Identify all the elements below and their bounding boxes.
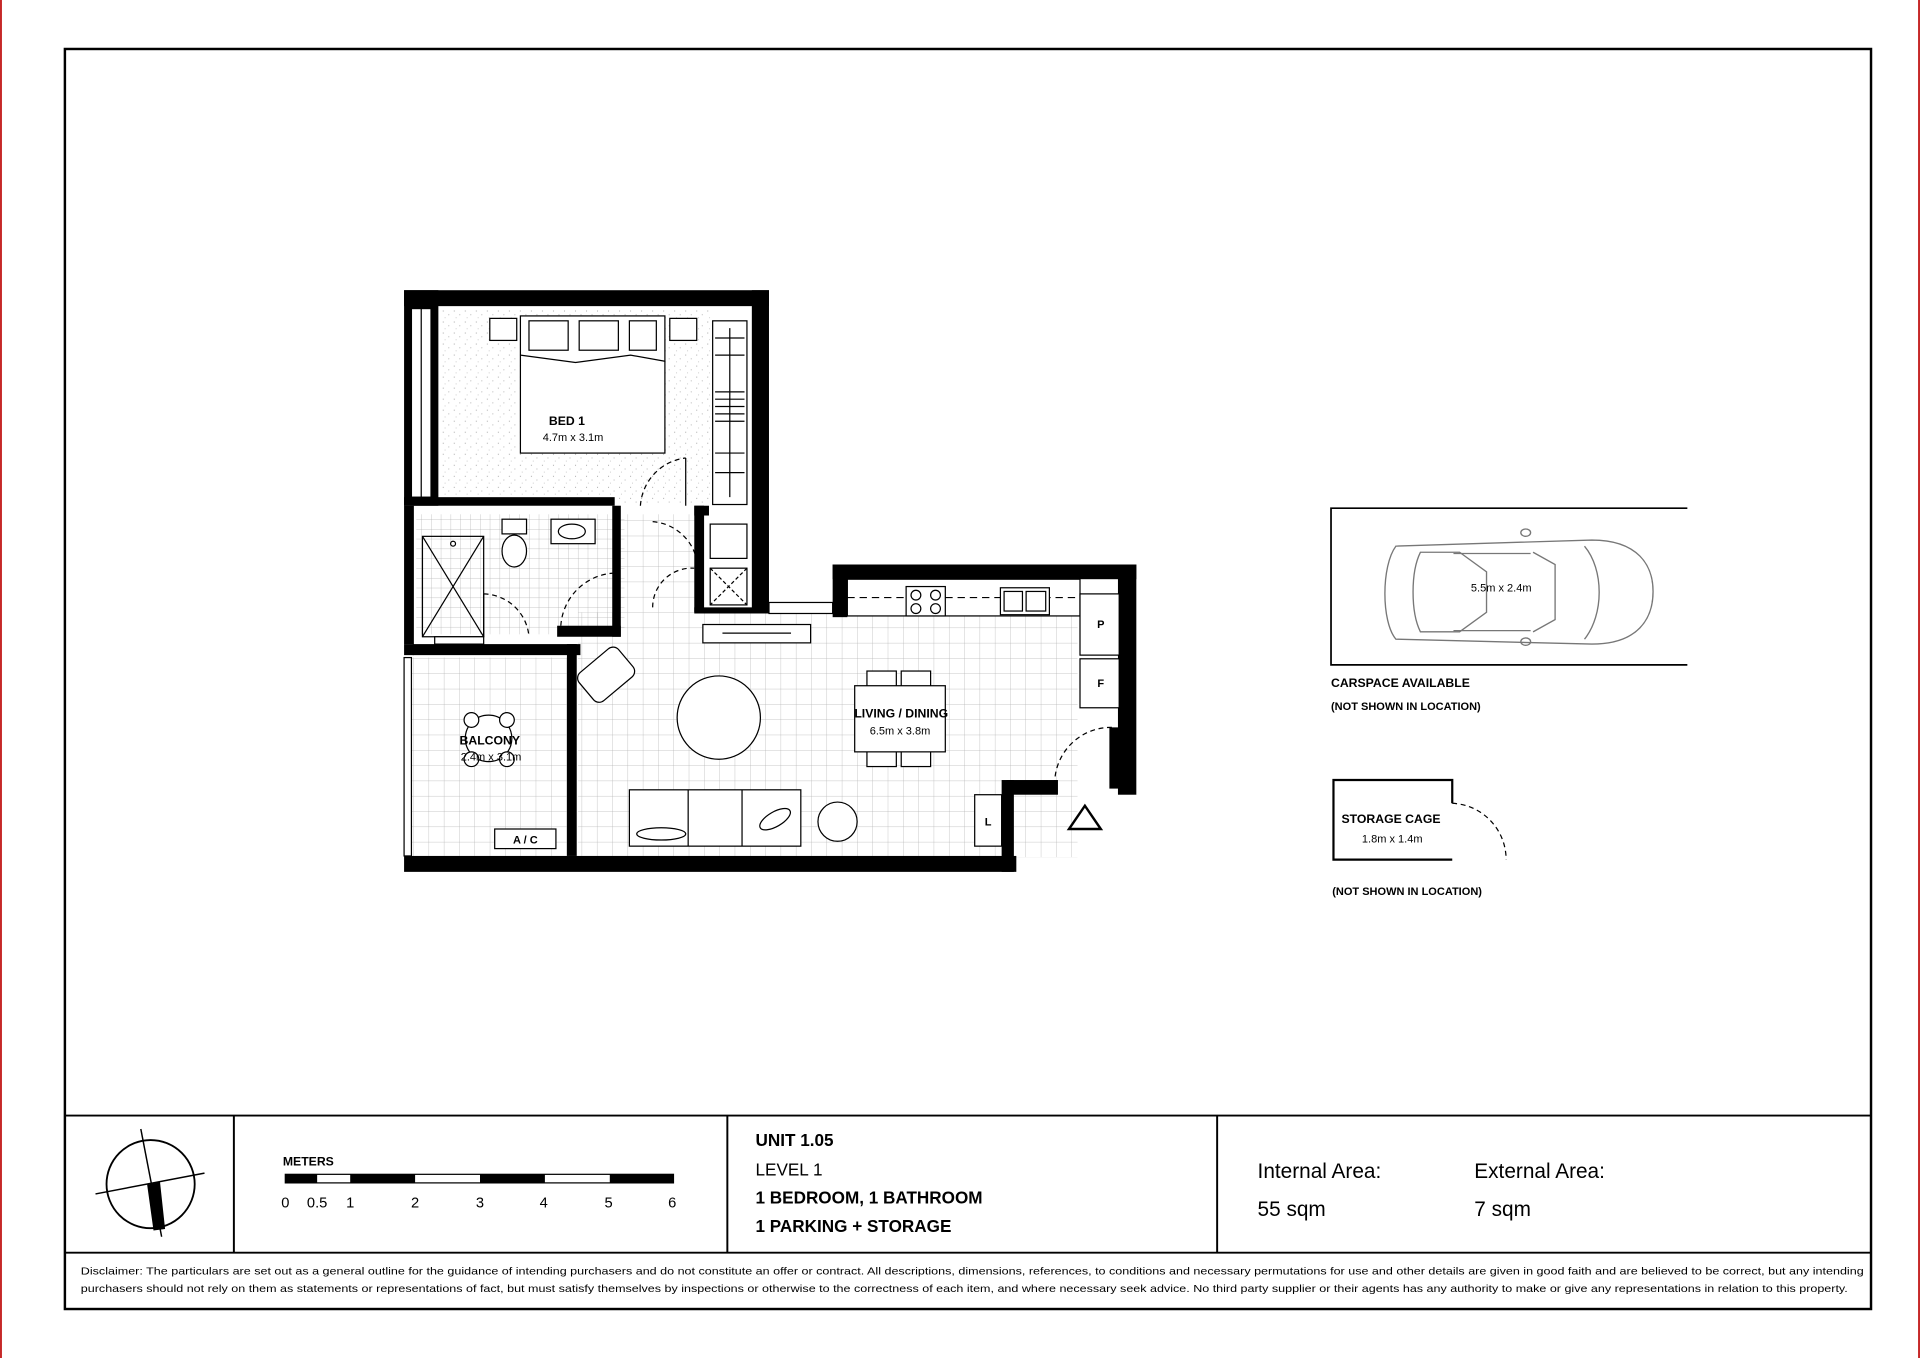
car-size: 5.5m x 2.4m bbox=[1470, 582, 1532, 595]
unit-level: LEVEL 1 bbox=[755, 1159, 823, 1180]
carspace bbox=[1331, 508, 1687, 713]
internal-area-value: 55 sqm bbox=[1257, 1197, 1326, 1221]
scale-bar bbox=[281, 1155, 676, 1212]
room-size-balcony: 2.4m x 3.1m bbox=[460, 751, 522, 764]
aircon-label: A / C bbox=[512, 834, 538, 847]
room-name-bed1: BED 1 bbox=[548, 413, 585, 428]
room-name-balcony: BALCONY bbox=[459, 733, 521, 748]
room-size-living: 6.5m x 3.8m bbox=[869, 725, 931, 738]
storage-note: (NOT SHOWN IN LOCATION) bbox=[1332, 886, 1482, 899]
carspace-note: (NOT SHOWN IN LOCATION) bbox=[1331, 701, 1481, 714]
bedroom-window bbox=[411, 309, 431, 498]
external-area-value: 7 sqm bbox=[1474, 1197, 1531, 1221]
unit-name: UNIT 1.05 bbox=[755, 1130, 834, 1151]
storage-cage bbox=[1332, 780, 1506, 898]
scale-title: METERS bbox=[282, 1154, 334, 1169]
areas bbox=[1258, 1160, 1605, 1221]
scale-tick: 1 bbox=[346, 1195, 355, 1212]
unit-details bbox=[756, 1130, 983, 1236]
fridge-label: F bbox=[1097, 677, 1105, 690]
room-name-living: LIVING / DINING bbox=[854, 706, 949, 721]
scale-ticks bbox=[281, 1195, 676, 1211]
floor-plan bbox=[404, 290, 1136, 872]
scale-tick: 3 bbox=[475, 1195, 485, 1212]
disclaimer bbox=[81, 1267, 1864, 1295]
laundry-label: L bbox=[984, 816, 992, 829]
wardrobe bbox=[713, 321, 747, 505]
scale-tick: 4 bbox=[539, 1195, 548, 1212]
scale-tick: 0.5 bbox=[306, 1195, 328, 1212]
storage-size: 1.8m x 1.4m bbox=[1361, 833, 1423, 846]
unit-rooms: 1 BEDROOM, 1 BATHROOM bbox=[755, 1187, 983, 1208]
pantry-label: P bbox=[1097, 619, 1105, 632]
scale-tick: 5 bbox=[604, 1195, 613, 1212]
living-window bbox=[769, 602, 833, 613]
scale-tick: 0 bbox=[281, 1195, 290, 1212]
compass-icon bbox=[96, 1129, 205, 1237]
internal-area-label: Internal Area: bbox=[1257, 1159, 1382, 1183]
disclaimer-line-2: purchasers should not rely on them as statements or representations of fact, but must satisfy themselves by inspections or otherwise to the correctness of each item, and where necessary seek advice. No third party supplier or their agents has any authority to make or give any representations in relation to this property. bbox=[80, 1283, 1848, 1295]
carspace-title: CARSPACE AVAILABLE bbox=[1331, 675, 1470, 690]
balcony-balustrade bbox=[404, 658, 411, 856]
storage-title: STORAGE CAGE bbox=[1341, 811, 1441, 826]
scale-tick: 6 bbox=[668, 1195, 677, 1212]
room-size-bed1: 4.7m x 3.1m bbox=[542, 431, 604, 444]
unit-parking: 1 PARKING + STORAGE bbox=[755, 1215, 952, 1236]
external-area-label: External Area: bbox=[1474, 1159, 1605, 1183]
disclaimer-line-1: Disclaimer: The particulars are set out as a general outline for the guidance of intending purchasers and do not constitute an offer or contract. All descriptions, dimensions, references, to conditions and necessary permutations for use and other details are given in good faith and are believed to be correct, but any intending bbox=[80, 1266, 1864, 1278]
scale-tick: 2 bbox=[411, 1195, 420, 1212]
laundry-cupboard bbox=[710, 524, 747, 605]
